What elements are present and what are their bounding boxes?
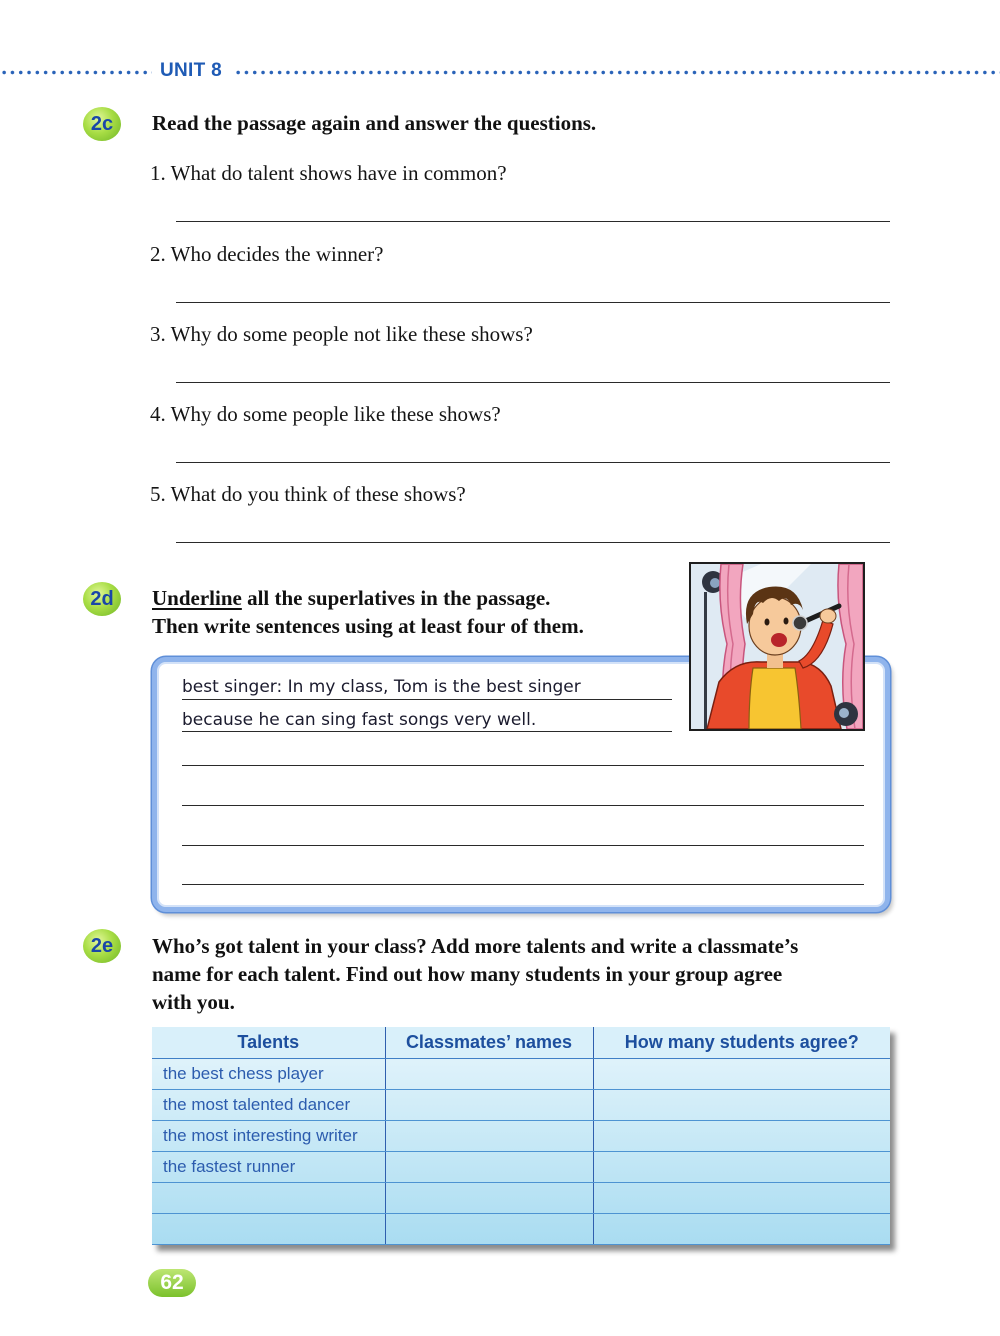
writing-line (182, 765, 864, 766)
talent-cell: the most talented dancer (152, 1089, 385, 1120)
question-text: 4. Why do some people like these shows? (150, 402, 501, 426)
table-row (152, 1151, 890, 1182)
question-text: 5. What do you think of these shows? (150, 482, 466, 506)
classmate-name-cell (385, 1089, 593, 1120)
agree-count-cell (593, 1058, 890, 1089)
question-item (150, 321, 895, 401)
dotted-rule-left (0, 70, 152, 75)
singer-illustration (689, 562, 865, 731)
answer-line (176, 462, 890, 463)
agree-count-cell (593, 1182, 890, 1213)
table-row (152, 1089, 890, 1120)
table-row (152, 1120, 890, 1151)
header-talents: Talents (152, 1027, 385, 1058)
writing-line (182, 845, 864, 846)
header-classmates-names: Classmates’ names (385, 1027, 593, 1058)
talent-table (152, 1027, 890, 1245)
talent-cell: the most interesting writer (152, 1120, 385, 1151)
instruction-2e-line1: Who’s got talent in your class? Add more talents and write a classmate’s (152, 934, 799, 958)
talent-table-container (152, 1027, 890, 1245)
open-mouth (771, 633, 787, 647)
floor-lamp-lens (839, 708, 849, 718)
talent-cell: the best chess player (152, 1058, 385, 1089)
underline-keyword: Underline (152, 586, 242, 610)
answer-line (176, 382, 890, 383)
table-row (152, 1213, 890, 1244)
left-eye (765, 619, 770, 626)
instruction-2d-line1-rest: all the superlatives in the passage. (241, 586, 551, 610)
lamp-stand (704, 592, 707, 729)
question-text: 2. Who decides the winner? (150, 242, 384, 266)
instruction-2e-line2: name for each talent. Find out how many students in your group agree (152, 962, 783, 986)
classmate-name-cell (385, 1120, 593, 1151)
badge-2e: 2e (83, 929, 121, 963)
stage-lamp-lens (710, 578, 720, 588)
badge-2c: 2c (83, 107, 121, 141)
agree-count-cell (593, 1151, 890, 1182)
writing-line (182, 805, 864, 806)
table-row (152, 1058, 890, 1089)
agree-count-cell (593, 1213, 890, 1244)
table-row (152, 1182, 890, 1213)
microphone-head (793, 616, 807, 630)
table-header-row (152, 1027, 890, 1058)
answer-line (176, 221, 890, 222)
badge-2d: 2d (83, 582, 121, 616)
answer-line (176, 302, 890, 303)
yellow-shirt (749, 668, 801, 729)
question-item (150, 401, 895, 481)
right-eye (784, 618, 789, 625)
question-item (150, 241, 895, 321)
question-text: 3. Why do some people not like these shows? (150, 322, 533, 346)
answer-line (176, 542, 890, 543)
question-item (150, 160, 895, 240)
classmate-name-cell (385, 1151, 593, 1182)
question-item (150, 481, 895, 561)
instruction-2e-line3: with you. (152, 990, 235, 1014)
hand (820, 609, 836, 623)
page-number: 62 (148, 1269, 196, 1297)
example-answer-line: best singer: In my class, Tom is the best singer (182, 673, 672, 700)
unit-label: UNIT 8 (160, 60, 222, 81)
classmate-name-cell (385, 1058, 593, 1089)
instruction-2d-line1 (152, 585, 550, 611)
instruction-2d-line2: Then write sentences using at least four of them. (152, 614, 584, 638)
example-answer-line: because he can sing fast songs very well. (182, 706, 672, 732)
question-text: 1. What do talent shows have in common? (150, 161, 507, 185)
talent-cell: the fastest runner (152, 1151, 385, 1182)
talent-cell (152, 1213, 385, 1244)
talent-cell (152, 1182, 385, 1213)
header-students-agree: How many students agree? (593, 1027, 890, 1058)
agree-count-cell (593, 1120, 890, 1151)
writing-line (182, 884, 864, 885)
classmate-name-cell (385, 1182, 593, 1213)
agree-count-cell (593, 1089, 890, 1120)
classmate-name-cell (385, 1213, 593, 1244)
instruction-2c: Read the passage again and answer the questions. (152, 111, 597, 135)
dotted-rule-right (234, 70, 1000, 75)
